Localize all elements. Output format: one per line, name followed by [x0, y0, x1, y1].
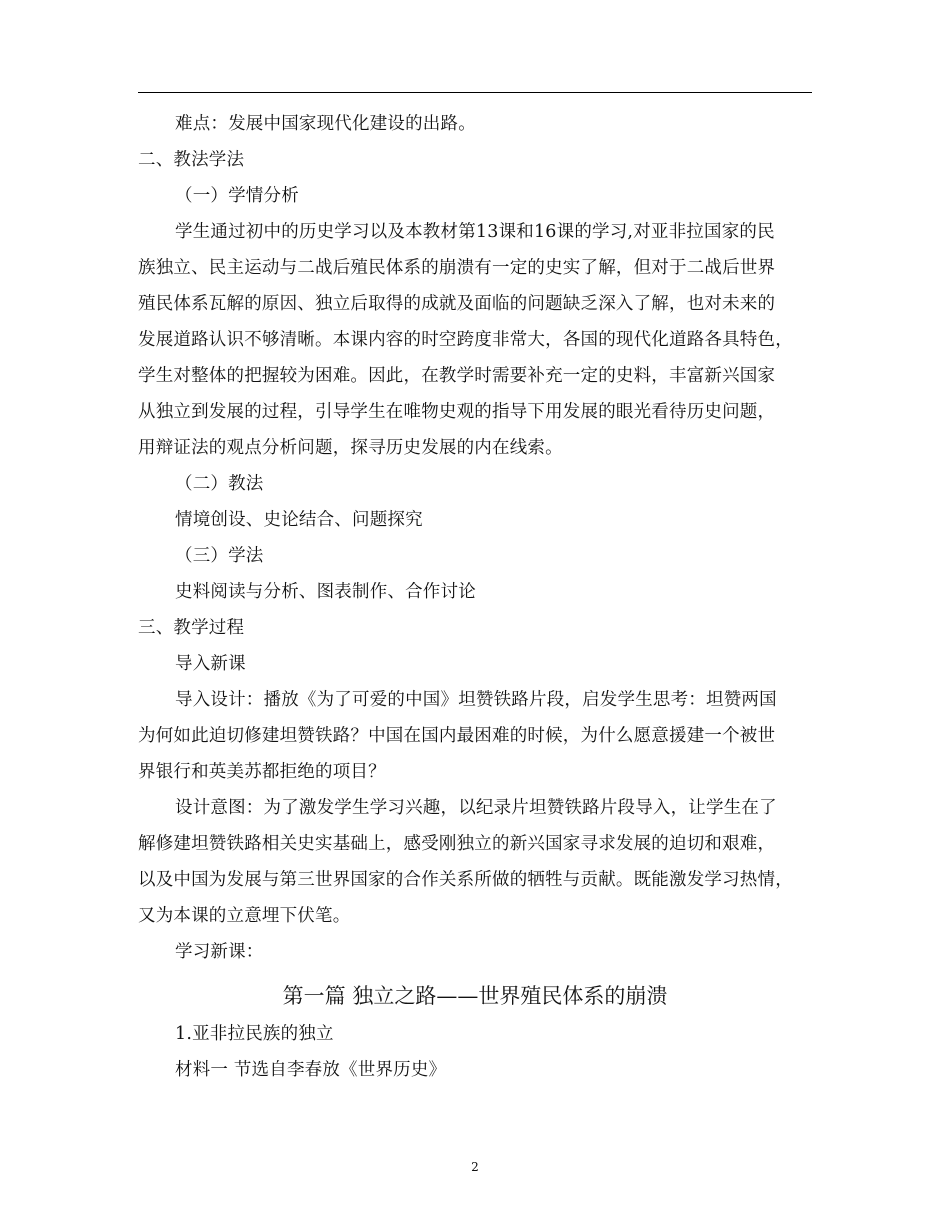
paragraph-line: 设计意图：为了激发学生学习兴趣，以纪录片坦赞铁路片段导入，让学生在了	[175, 798, 777, 818]
paragraph-line: 史料阅读与分析、图表制作、合作讨论	[175, 582, 476, 602]
paragraph-line: 难点：发展中国家现代化建设的出路。	[175, 114, 476, 134]
subsection-heading: 1.亚非拉民族的独立	[175, 1024, 334, 1044]
paragraph-line: 学生通过初中的历史学习以及本教材第13课和16课的学习,对亚非拉国家的民	[175, 222, 775, 242]
paragraph-line: 材料一 节选自李春放《世界历史》	[175, 1060, 447, 1080]
paragraph-line: 导入设计：播放《为了可爱的中国》坦赞铁路片段，启发学生思考：坦赞两国	[175, 690, 777, 710]
paragraph-line: 殖民体系瓦解的原因、独立后取得的成就及面临的问题缺乏深入了解，也对未来的	[138, 294, 776, 314]
subsection-heading: （三）学法	[175, 546, 264, 566]
paragraph-line: 用辩证法的观点分析问题，探寻历史发展的内在线索。	[138, 438, 563, 458]
paragraph-line: 解修建坦赞铁路相关史实基础上，感受刚独立的新兴国家寻求发展的迫切和艰难，	[138, 834, 776, 854]
page-number: 2	[471, 1160, 479, 1174]
paragraph-line: 族独立、民主运动与二战后殖民体系的崩溃有一定的史实了解，但对于二战后世界	[138, 258, 776, 278]
header-rule	[138, 92, 812, 93]
paragraph-line: 以及中国为发展与第三世界国家的合作关系所做的牺牲与贡献。既能激发学习热情，	[138, 870, 793, 890]
section-heading: 三、教学过程	[138, 618, 245, 638]
paragraph-line: 为何如此迫切修建坦赞铁路？中国在国内最困难的时候，为什么愿意援建一个被世	[138, 726, 776, 746]
section-heading: 二、教法学法	[138, 150, 245, 170]
paragraph-line: 界银行和英美苏都拒绝的项目？	[138, 762, 386, 782]
subsection-heading: 导入新课	[175, 654, 246, 674]
paragraph-line: 又为本课的立意埋下伏笔。	[138, 906, 351, 926]
paragraph-line: 情境创设、史论结合、问题探究	[175, 510, 423, 530]
subsection-heading: （二）教法	[175, 474, 264, 494]
subsection-heading: （一）学情分析	[175, 186, 299, 206]
paragraph-line: 发展道路认识不够清晰。本课内容的时空跨度非常大，各国的现代化道路各具特色，	[138, 330, 793, 350]
paragraph-line: 从独立到发展的过程，引导学生在唯物史观的指导下用发展的眼光看待历史问题，	[138, 402, 776, 422]
chapter-title: 第一篇 独立之路——世界殖民体系的崩溃	[282, 984, 668, 1008]
paragraph-line: 学生对整体的把握较为困难。因此，在教学时需要补充一定的史料，丰富新兴国家	[138, 366, 776, 386]
paragraph-line: 学习新课：	[175, 942, 264, 962]
